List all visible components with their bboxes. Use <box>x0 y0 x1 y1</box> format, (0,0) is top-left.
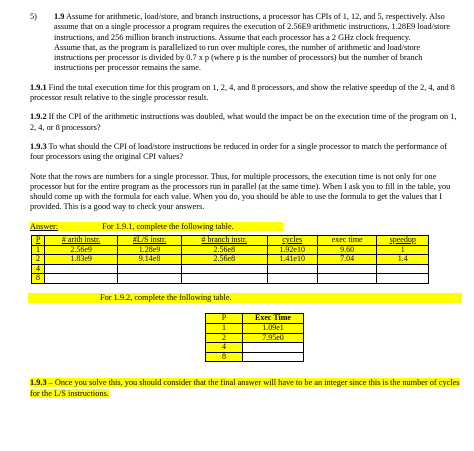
header-p: P <box>206 314 243 324</box>
header-speedup: speedup <box>377 236 429 246</box>
cell: 9.60 <box>317 245 377 255</box>
cell: 2 <box>206 333 243 343</box>
instructions-note: Note that the rows are numbers for a single processor. Thus, for multiple processors, the execution time is not only for one processor but for the entire program as the processors run in parallel (at the same time). When I ask you to fill in the table, you should come up with the formula for each value. When you do, you should be able to use the formula to get the values that I provided. This is a good way to check your answers. <box>30 171 451 212</box>
cell: 1 <box>206 323 243 333</box>
cell <box>118 264 182 274</box>
cell: 2.56e9 <box>45 245 118 255</box>
cell: 8 <box>206 352 243 362</box>
table-row <box>206 352 304 362</box>
table-row <box>206 323 304 333</box>
cell: 7.04 <box>317 255 377 265</box>
cell <box>182 274 267 284</box>
question-1-9-3-text: To what should the CPI of load/store instructions be reduced in order for a single processor to match the performance of four processors using the original CPI values? <box>30 141 448 162</box>
header-arith: # arith instr. <box>45 236 118 246</box>
question-1-9-1 <box>30 83 460 104</box>
cell <box>243 343 304 353</box>
exec-time-table-1-9-2 <box>205 313 304 362</box>
table-row <box>32 274 429 284</box>
cell: 2.56e8 <box>182 255 267 265</box>
table-row <box>206 343 304 353</box>
cell <box>267 264 317 274</box>
cell <box>267 274 317 284</box>
cell <box>45 274 118 284</box>
cell: 1 <box>32 245 45 255</box>
cell: 2 <box>32 255 45 265</box>
cell <box>118 274 182 284</box>
table-header-row <box>32 236 429 246</box>
cell: 2.56e8 <box>182 245 267 255</box>
parallelization-assumption: Assume that, as the program is parallelized to run over multiple cores, the number of arithmetic and load/store instructions per processor is divided by 0.7 x p (where p is the number of processors) but the number of branch instructions per processor remains the same. <box>54 42 423 73</box>
question-1-9-3 <box>30 142 460 163</box>
answer-label: Answer: <box>30 221 59 231</box>
question-number: 5) <box>30 12 37 21</box>
header-ls: #L/S instr. <box>118 236 182 246</box>
cell: 1.83e9 <box>45 255 118 265</box>
header-cycles: cycles <box>267 236 317 246</box>
question-1-9-2-text: If the CPI of the arithmetic instructions was doubled, what would the impact be on the execution time of the program on 1, 2, 4, or 8 processors? <box>30 112 457 132</box>
cell: 8 <box>32 274 45 284</box>
cell: 4 <box>206 343 243 353</box>
cell: 1.09e1 <box>243 323 304 333</box>
label-1-9-1: 1.9.1 <box>30 82 47 92</box>
cell <box>243 352 304 362</box>
header-exec-time: Exec Time <box>243 314 304 324</box>
header-exec-time: exec time <box>317 236 377 246</box>
cell: 1.92e10 <box>267 245 317 255</box>
final-note-1-9-3 <box>30 378 460 399</box>
cell <box>377 274 429 284</box>
cell: 1 <box>377 245 429 255</box>
label-1-9-2: 1.9.2 <box>30 112 47 122</box>
final-text: – Once you solve this, you should consider that the final answer will have to be an integer since this is the number of cycles for the L/S instructions. <box>30 378 460 398</box>
cell: 1.28e9 <box>118 245 182 255</box>
table-row <box>206 333 304 343</box>
cell <box>317 264 377 274</box>
cell: 4 <box>32 264 45 274</box>
cell <box>182 264 267 274</box>
question-1-9-1-text: Find the total execution time for this program on 1, 2, 4, and 8 processors, and show the relative speedup of the 2, 4, and 8 processor result relative to the single processor result. <box>30 82 455 103</box>
cell: 1.41e10 <box>267 255 317 265</box>
table-header-row <box>206 314 304 324</box>
cell: 9.14e8 <box>118 255 182 265</box>
header-branch: # branch instr. <box>182 236 267 246</box>
answer-header <box>30 222 460 232</box>
table1-title: For 1.9.1, complete the following table. <box>102 221 234 231</box>
table-row <box>32 255 429 265</box>
cell <box>377 264 429 274</box>
label-1-9-3: 1.9.3 <box>30 141 47 151</box>
table-row <box>32 264 429 274</box>
section-1-9-2-header <box>98 293 462 303</box>
question-5-intro <box>30 12 460 74</box>
cell <box>45 264 118 274</box>
subquestion-label-1-9: 1.9 <box>54 12 65 21</box>
cell <box>317 274 377 284</box>
cell: 1.4 <box>377 255 429 265</box>
document-page <box>30 12 460 399</box>
question-1-9-2 <box>30 112 460 133</box>
final-label: 1.9.3 <box>30 378 47 388</box>
problem-statement: Assume for arithmetic, load/store, and branch instructions, a processor has CPIs of 1, 12, and 5, respectively. Also assume that on a single processor a program requires the execution of 2.56E9 arithmetic instructions, 1.28E9 load/store instructions, and 256 million branch instructions. Assume that each processor has a 2 GHz clock frequency. <box>54 12 451 42</box>
table2-title: For 1.9.2, complete the following table. <box>100 293 232 303</box>
header-p: P <box>32 236 45 246</box>
execution-time-table <box>31 235 429 284</box>
cell: 7.95e0 <box>243 333 304 343</box>
